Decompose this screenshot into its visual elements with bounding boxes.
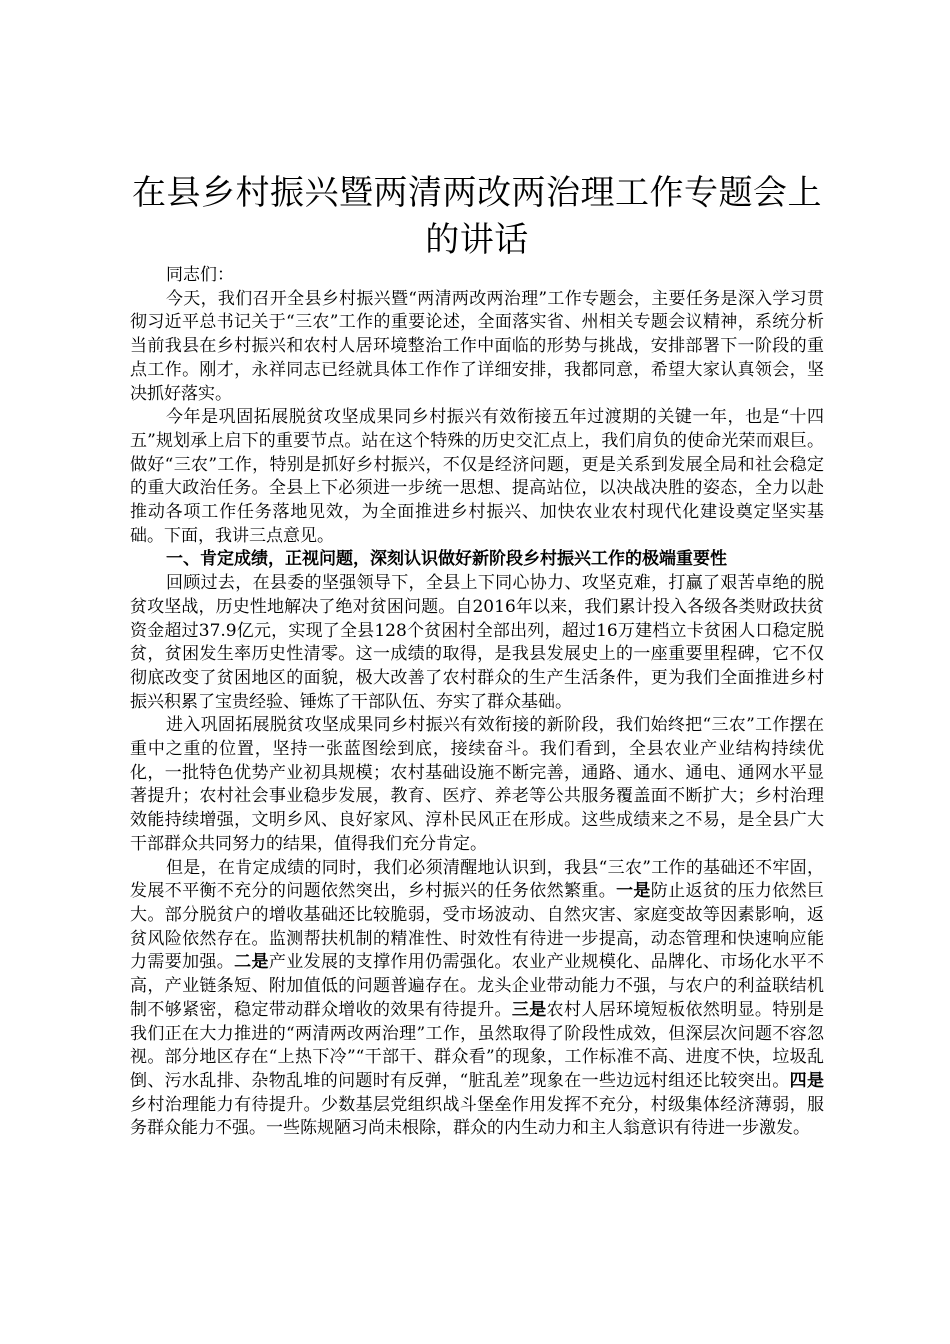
section-1-heading: 一、肯定成绩，正视问题，深刻认识做好新阶段乡村振兴工作的极端重要性 <box>166 549 727 570</box>
intro-paragraph-2: 今年是巩固拓展脱贫攻坚成果同乡村振兴有效衔接五年过渡期的关键一年，也是“十四五”规划承上启下的重要节点。站在这个特殊的历史交汇点上，我们肩负的使命光荣而艰巨。做好“三农”工作，特别是抓好乡村振兴，不仅是经济问题，更是关系到发展全局和社会稳定的重大政治任务。全县上下必须进一步统一思想、提高站位，以决战决胜的姿态，全力以赴推动各项工作任务落地见效，为全面推进乡村振兴、加快农业农村现代化建设奠定坚实基础。下面，我讲三点意见。 <box>130 407 824 546</box>
salutation: 同志们： <box>166 265 234 285</box>
point-2-text: 产业发展的支撑作用仍需强化。农业产业规模化、品牌化、市场化水平不高，产业链条短、附加值低的问题普遍存在。龙头企业带动能力不强，与农户的利益联结机制不够紧密，稳定带动群众增收的效果有待提升。 <box>130 952 825 1020</box>
point-1-label: 一是 <box>616 881 651 902</box>
document-title: 在县乡村振兴暨两清两改两治理工作专题会上的讲话 <box>132 173 822 260</box>
problems-lead: 但是，在肯定成绩的同时，我们必须清醒地认识到，我县“三农”工作的基础还不牢固，发展不平衡不充分的问题依然突出，乡村振兴的任务依然繁重。 <box>130 857 824 902</box>
point-2-label: 二是 <box>234 952 269 973</box>
intro-paragraph-1: 今天，我们召开全县乡村振兴暨“两清两改两治理”工作专题会，主要任务是深入学习贯彻习近平总书记关于“三农”工作的重要论述，全面落实省、州相关专题会议精神，系统分析当前我县在乡村振兴和农村人居环境整治工作中面临的形势与挑战，安排部署下一阶段的重点工作。刚才，永祥同志已经就具体工作作了详细安排，我都同意，希望大家认真领会，坚决抓好落实。 <box>130 288 824 404</box>
point-1-text: 防止返贫的压力依然巨大。部分脱贫户的增收基础还比较脆弱，受市场波动、自然灾害、家庭变故等因素影响，返贫风险依然存在。监测帮扶机制的精准性、时效性有待进一步提高，动态管理和快速响应能力需要加强。 <box>130 881 825 973</box>
point-4-text: 乡村治理能力有待提升。少数基层党组织战斗堡垒作用发挥不充分，村级集体经济薄弱，服务群众能力不强。一些陈规陋习尚未根除，群众的内生动力和主人翁意识有待进一步激发。 <box>130 1094 824 1139</box>
point-4-label: 四是 <box>789 1070 824 1091</box>
section-1-paragraph-1: 回顾过去，在县委的坚强领导下，全县上下同心协力、攻坚克难，打赢了艰苦卓绝的脱贫攻坚战，历史性地解决了绝对贫困问题。自2016年以来，我们累计投入各级各类财政扶贫资金超过37.9亿元，实现了全县128个贫困村全部出列，超过16万建档立卡贫困人口稳定脱贫，贫困发生率历史性清零。这一成绩的取得，是我县发展史上的一座重要里程碑，它不仅彻底改变了贫困地区的面貌，极大改善了农村群众的生产生活条件，更为我们全面推进乡村振兴积累了宝贵经验、锤炼了干部队伍、夯实了群众基础。 <box>130 573 824 712</box>
point-3-text: 农村人居环境短板依然明显。特别是我们正在大力推进的“两清两改两治理”工作，虽然取得了阶段性成效，但深层次问题不容忽视。部分地区存在“上热下冷”“干部干、群众看”的现象，工作标准不高、进度不快，垃圾乱倒、污水乱排、杂物乱堆的问题时有反弹，“脏乱差”现象在一些边远村组还比较突出。 <box>130 999 825 1091</box>
problems-paragraph <box>130 857 824 1141</box>
point-3-label: 三是 <box>511 999 547 1020</box>
document-page <box>130 170 824 1141</box>
section-1-paragraph-2: 进入巩固拓展脱贫攻坚成果同乡村振兴有效衔接的新阶段，我们始终把“三农”工作摆在重中之重的位置，坚持一张蓝图绘到底，接续奋斗。我们看到，全县农业产业结构持续优化，一批特色优势产业初具规模；农村基础设施不断完善，通路、通水、通电、通网水平显著提升；农村社会事业稳步发展，教育、医疗、养老等公共服务覆盖面不断扩大；乡村治理效能持续增强，文明乡风、良好家风、淳朴民风正在形成。这些成绩来之不易，是全县广大干部群众共同努力的结果，值得我们充分肯定。 <box>130 715 824 854</box>
